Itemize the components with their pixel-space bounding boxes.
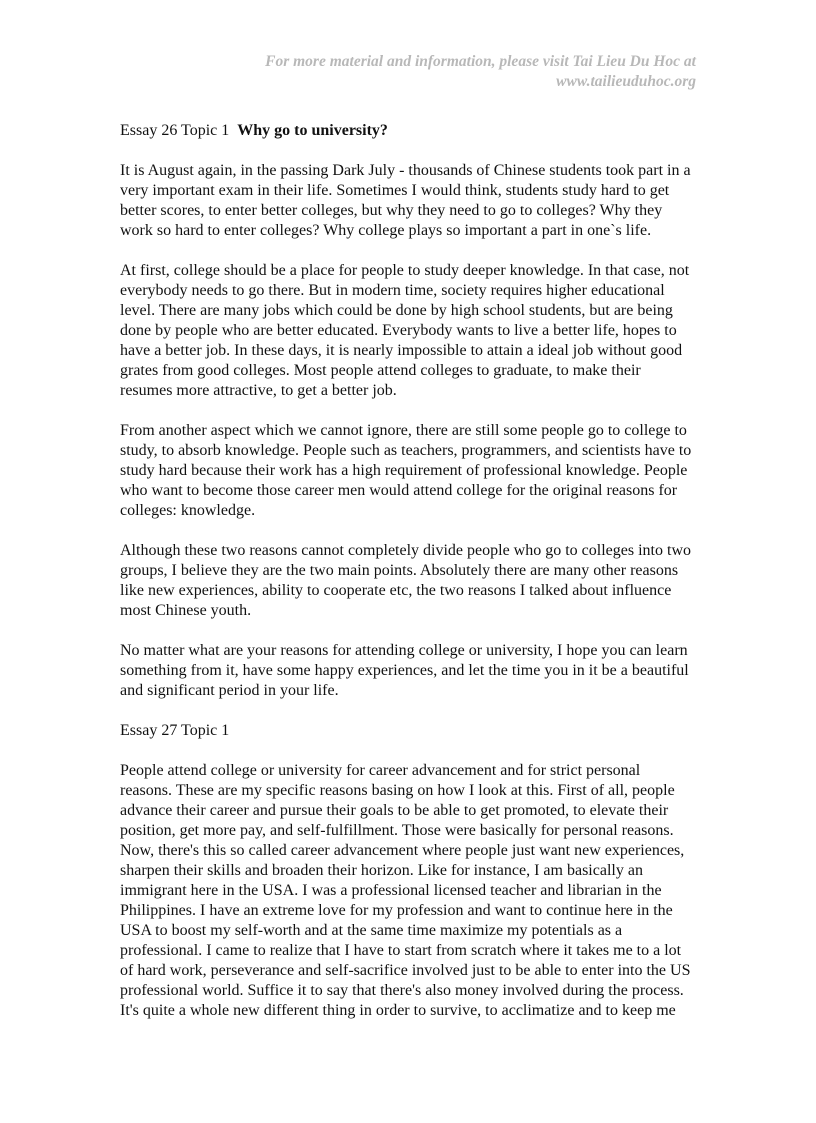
header-line-1: For more material and information, please visit Tai Lieu Du Hoc at	[265, 53, 696, 70]
essay-26-paragraph-3	[120, 421, 700, 521]
text-line: study hard because their work has a high requirement of professional knowledge. People	[120, 462, 688, 479]
text-line: professional world. Suffice it to say that there's also money involved during the process.	[120, 982, 684, 999]
text-line: It is August again, in the passing Dark July - thousands of Chinese students took part in a	[120, 162, 691, 179]
text-line: Now, there's this so called career advancement where people just want new experiences,	[120, 842, 685, 859]
text-line: of hard work, perseverance and self-sacrifice involved just to be able to enter into the US	[120, 962, 691, 979]
text-line: Although these two reasons cannot completely divide people who go to colleges into two	[120, 542, 691, 559]
text-line: better scores, to enter better colleges, but why they need to go to colleges? Why they	[120, 202, 663, 219]
text-line: No matter what are your reasons for attending college or university, I hope you can learn	[120, 642, 688, 659]
text-line: have a better job. In these days, it is nearly impossible to attain a ideal job without good	[120, 342, 683, 359]
page-header	[265, 52, 696, 92]
text-line: work so hard to enter colleges? Why college plays so important a part in one`s life.	[120, 222, 652, 239]
text-line: something from it, have some happy experiences, and let the time you in it be a beautiful	[120, 662, 689, 679]
text-line: People attend college or university for career advancement and for strict personal	[120, 762, 641, 779]
header-line-2: www.tailieuduhoc.org	[556, 73, 696, 90]
essay-26-paragraph-1	[120, 161, 700, 241]
essay-26-paragraph-2	[120, 261, 700, 401]
essay-26-title: Why go to university?	[237, 122, 388, 139]
text-line: sharpen their skills and broaden their horizon. Like for instance, I am basically an	[120, 862, 643, 879]
text-line: immigrant here in the USA. I was a professional licensed teacher and librarian in the	[120, 882, 662, 899]
text-line: Philippines. I have an extreme love for my profession and want to continue here in the	[120, 902, 673, 919]
document-body	[120, 121, 700, 1041]
essay-26-heading	[120, 121, 700, 141]
text-line: most Chinese youth.	[120, 602, 252, 619]
text-line: colleges: knowledge.	[120, 502, 256, 519]
text-line: like new experiences, ability to cooperate etc, the two reasons I talked about influence	[120, 582, 672, 599]
essay-27-paragraph-1	[120, 761, 700, 1021]
text-line: grates from good colleges. Most people attend colleges to graduate, to make their	[120, 362, 641, 379]
text-line: and significant period in your life.	[120, 682, 339, 699]
essay-27-heading	[120, 721, 700, 741]
text-line: professional. I came to realize that I have to start from scratch where it takes me to a lot	[120, 942, 682, 959]
text-line: USA to boost my self-worth and at the same time maximize my potentials as a	[120, 922, 623, 939]
text-line: resumes more attractive, to get a better job.	[120, 382, 397, 399]
essay-26-paragraph-4	[120, 541, 700, 621]
text-line: done by people who are better educated. Everybody wants to live a better life, hopes to	[120, 322, 677, 339]
text-line: study, to absorb knowledge. People such as teachers, programmers, and scientists have to	[120, 442, 692, 459]
text-line: who want to become those career men would attend college for the original reasons for	[120, 482, 678, 499]
essay-26-label: Essay 26 Topic 1	[120, 122, 230, 139]
essay-27-label: Essay 27 Topic 1	[120, 722, 230, 739]
text-line: level. There are many jobs which could be done by high school students, but are being	[120, 302, 673, 319]
essay-26-paragraph-5	[120, 641, 700, 701]
text-line: At first, college should be a place for people to study deeper knowledge. In that case, not	[120, 262, 690, 279]
text-line: It's quite a whole new different thing in order to survive, to acclimatize and to keep me	[120, 1002, 676, 1019]
text-line: advance their career and pursue their goals to be able to get promoted, to elevate their	[120, 802, 669, 819]
text-line: position, get more pay, and self-fulfillment. Those were basically for personal reasons.	[120, 822, 674, 839]
text-line: everybody needs to go there. But in modern time, society requires higher educational	[120, 282, 665, 299]
text-line: reasons. These are my specific reasons basing on how I look at this. First of all, people	[120, 782, 675, 799]
text-line: groups, I believe they are the two main points. Absolutely there are many other reasons	[120, 562, 679, 579]
text-line: From another aspect which we cannot ignore, there are still some people go to college to	[120, 422, 687, 439]
text-line: very important exam in their life. Sometimes I would think, students study hard to get	[120, 182, 670, 199]
